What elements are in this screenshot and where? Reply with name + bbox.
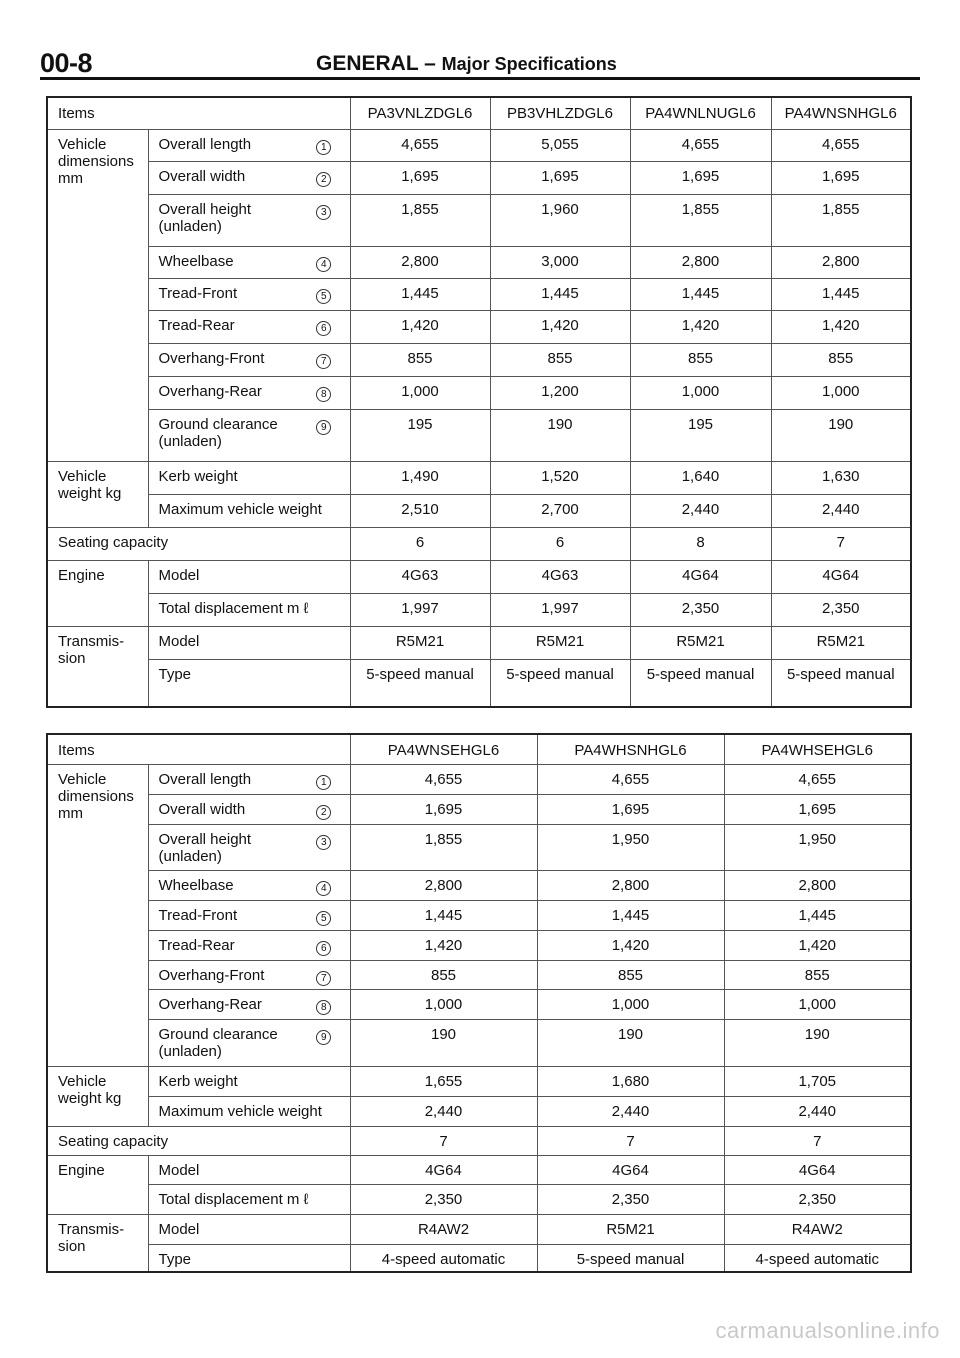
circled-number: 2	[316, 172, 331, 187]
value-cell: 7	[537, 1126, 724, 1155]
value-cell: 4G64	[771, 560, 911, 593]
value-cell: 2,440	[350, 1096, 537, 1126]
table-row	[47, 343, 911, 376]
circled-number: 8	[316, 387, 331, 402]
value-cell: 1,490	[350, 461, 490, 494]
group-vehicle-weight: Vehicle weight kg	[47, 461, 148, 527]
item-label: Ground clearance (unladen)	[148, 1019, 298, 1066]
item-label: Tread-Front	[148, 900, 298, 930]
value-cell: 1,855	[771, 194, 911, 246]
circled-number: 1	[316, 140, 331, 155]
value-cell: 1,695	[490, 161, 630, 194]
spec-table-1	[46, 96, 912, 708]
value-cell: 4,655	[350, 764, 537, 794]
value-cell: 1,997	[490, 593, 630, 626]
circled-number: 7	[316, 971, 331, 986]
column-header: PA4WNLNUGL6	[630, 97, 771, 129]
item-label: Seating capacity	[47, 1126, 350, 1155]
table-row	[47, 310, 911, 343]
table-row	[47, 794, 911, 824]
page-number: 00-8	[40, 48, 93, 78]
value-cell: 1,680	[537, 1066, 724, 1096]
item-label: Type	[148, 1244, 350, 1272]
marker	[298, 129, 350, 161]
circled-number: 3	[316, 205, 331, 220]
marker	[298, 989, 350, 1019]
value-cell: 190	[350, 1019, 537, 1066]
value-cell: 4-speed automatic	[350, 1244, 537, 1272]
value-cell: 4,655	[630, 129, 771, 161]
spec-table-2	[46, 733, 912, 1273]
header-rule	[40, 77, 920, 80]
value-cell: 1,420	[350, 930, 537, 960]
value-cell: 1,997	[350, 593, 490, 626]
table-row	[47, 900, 911, 930]
item-label: Tread-Rear	[148, 930, 298, 960]
value-cell: 1,420	[490, 310, 630, 343]
value-cell: 855	[630, 343, 771, 376]
value-cell: 2,440	[537, 1096, 724, 1126]
table-row	[47, 278, 911, 310]
item-label: Overall length	[148, 129, 298, 161]
value-cell: 190	[537, 1019, 724, 1066]
table-row	[47, 1244, 911, 1272]
marker	[298, 278, 350, 310]
value-cell: 1,420	[771, 310, 911, 343]
value-cell: 2,800	[537, 870, 724, 900]
value-cell: 195	[350, 409, 490, 461]
value-cell: 1,420	[537, 930, 724, 960]
item-label: Maximum vehicle weight	[148, 494, 350, 527]
value-cell: 5-speed manual	[490, 659, 630, 707]
marker	[298, 194, 350, 246]
table-row	[47, 960, 911, 989]
item-label: Tread-Front	[148, 278, 298, 310]
table-row	[47, 376, 911, 409]
value-cell: R5M21	[350, 626, 490, 659]
group-vehicle-weight: Vehicle weight kg	[47, 1066, 148, 1126]
table-row	[47, 1096, 911, 1126]
items-header: Items	[47, 734, 350, 764]
circled-number: 7	[316, 354, 331, 369]
group-vehicle-dimensions: Vehicle dimensions mm	[47, 129, 148, 461]
item-label: Seating capacity	[47, 527, 350, 560]
value-cell: 1,705	[724, 1066, 911, 1096]
table-row	[47, 494, 911, 527]
item-label: Overall width	[148, 161, 298, 194]
table-row	[47, 930, 911, 960]
item-label: Overall height (unladen)	[148, 194, 298, 246]
value-cell: 2,800	[350, 870, 537, 900]
column-header: PA4WNSNHGL6	[771, 97, 911, 129]
value-cell: R5M21	[537, 1214, 724, 1244]
value-cell: 1,950	[724, 824, 911, 870]
item-label: Ground clearance (unladen)	[148, 409, 298, 461]
value-cell: 1,445	[350, 900, 537, 930]
value-cell: 190	[724, 1019, 911, 1066]
value-cell: 1,855	[630, 194, 771, 246]
value-cell: R5M21	[630, 626, 771, 659]
marker	[298, 764, 350, 794]
value-cell: 4G64	[350, 1155, 537, 1184]
value-cell: 1,420	[724, 930, 911, 960]
value-cell: 4,655	[537, 764, 724, 794]
header-row	[47, 734, 911, 764]
value-cell: 4,655	[771, 129, 911, 161]
value-cell: R5M21	[490, 626, 630, 659]
table-row	[47, 1066, 911, 1096]
value-cell: 1,445	[537, 900, 724, 930]
table-row	[47, 870, 911, 900]
value-cell: 1,445	[350, 278, 490, 310]
value-cell: 4G63	[350, 560, 490, 593]
value-cell: 1,695	[350, 794, 537, 824]
circled-number: 3	[316, 835, 331, 850]
item-label: Overhang-Rear	[148, 989, 298, 1019]
table-row	[47, 989, 911, 1019]
value-cell: 190	[490, 409, 630, 461]
table-row	[47, 1155, 911, 1184]
table-row	[47, 764, 911, 794]
value-cell: 1,420	[630, 310, 771, 343]
value-cell: 4,655	[724, 764, 911, 794]
value-cell: 8	[630, 527, 771, 560]
value-cell: 1,200	[490, 376, 630, 409]
value-cell: 5-speed manual	[350, 659, 490, 707]
value-cell: 2,350	[724, 1184, 911, 1214]
table-row	[47, 194, 911, 246]
table-row	[47, 409, 911, 461]
value-cell: 1,000	[724, 989, 911, 1019]
group-transmission: Transmis- sion	[47, 626, 148, 707]
item-label: Overall length	[148, 764, 298, 794]
value-cell: 2,800	[771, 246, 911, 278]
group-engine: Engine	[47, 560, 148, 626]
value-cell: 1,000	[350, 376, 490, 409]
value-cell: 5,055	[490, 129, 630, 161]
circled-number: 1	[316, 775, 331, 790]
value-cell: 4G64	[724, 1155, 911, 1184]
value-cell: 1,000	[350, 989, 537, 1019]
marker	[298, 376, 350, 409]
value-cell: 7	[771, 527, 911, 560]
value-cell: 4-speed automatic	[724, 1244, 911, 1272]
marker	[298, 161, 350, 194]
table-row	[47, 1214, 911, 1244]
circled-number: 8	[316, 1000, 331, 1015]
marker	[298, 824, 350, 870]
value-cell: 1,445	[630, 278, 771, 310]
marker	[298, 960, 350, 989]
circled-number: 5	[316, 911, 331, 926]
circled-number: 4	[316, 257, 331, 272]
item-label: Overhang-Front	[148, 343, 298, 376]
value-cell: 1,420	[350, 310, 490, 343]
table-row	[47, 1184, 911, 1214]
item-label: Maximum vehicle weight	[148, 1096, 350, 1126]
item-label: Wheelbase	[148, 870, 298, 900]
item-label: Tread-Rear	[148, 310, 298, 343]
value-cell: 1,855	[350, 824, 537, 870]
watermark: carmanualsonline.info	[715, 1318, 940, 1343]
item-label: Total displacement m ℓ	[148, 1184, 350, 1214]
circled-number: 6	[316, 321, 331, 336]
marker	[298, 900, 350, 930]
value-cell: 2,440	[724, 1096, 911, 1126]
value-cell: R4AW2	[350, 1214, 537, 1244]
value-cell: 4G64	[537, 1155, 724, 1184]
value-cell: 6	[350, 527, 490, 560]
table-row	[47, 659, 911, 707]
value-cell: 1,855	[350, 194, 490, 246]
column-header: PA3VNLZDGL6	[350, 97, 490, 129]
item-label: Model	[148, 1214, 350, 1244]
marker	[298, 930, 350, 960]
value-cell: 1,950	[537, 824, 724, 870]
value-cell: 6	[490, 527, 630, 560]
value-cell: 855	[350, 960, 537, 989]
marker	[298, 310, 350, 343]
circled-number: 9	[316, 1030, 331, 1045]
column-header: PB3VHLZDGL6	[490, 97, 630, 129]
value-cell: 2,800	[350, 246, 490, 278]
table-row	[47, 1019, 911, 1066]
circled-number: 2	[316, 805, 331, 820]
item-label: Kerb weight	[148, 1066, 350, 1096]
value-cell: 855	[537, 960, 724, 989]
table-row	[47, 824, 911, 870]
table-row	[47, 527, 911, 560]
column-header: PA4WHSEHGL6	[724, 734, 911, 764]
value-cell: 4,655	[350, 129, 490, 161]
item-label: Kerb weight	[148, 461, 350, 494]
group-transmission: Transmis- sion	[47, 1214, 148, 1272]
value-cell: 1,640	[630, 461, 771, 494]
value-cell: 1,695	[630, 161, 771, 194]
table-row	[47, 1126, 911, 1155]
value-cell: 5-speed manual	[771, 659, 911, 707]
value-cell: 1,695	[537, 794, 724, 824]
header-row	[47, 97, 911, 129]
circled-number: 4	[316, 881, 331, 896]
marker	[298, 794, 350, 824]
item-label: Model	[148, 1155, 350, 1184]
table-row	[47, 461, 911, 494]
value-cell: 1,695	[350, 161, 490, 194]
marker	[298, 343, 350, 376]
circled-number: 9	[316, 420, 331, 435]
table-row	[47, 129, 911, 161]
value-cell: 7	[724, 1126, 911, 1155]
value-cell: 4G64	[630, 560, 771, 593]
value-cell: 7	[350, 1126, 537, 1155]
page-header	[40, 44, 920, 80]
group-vehicle-dimensions: Vehicle dimensions mm	[47, 764, 148, 1066]
value-cell: R5M21	[771, 626, 911, 659]
value-cell: 2,350	[350, 1184, 537, 1214]
item-label: Model	[148, 626, 350, 659]
value-cell: 855	[490, 343, 630, 376]
value-cell: 1,445	[724, 900, 911, 930]
item-label: Total displacement m ℓ	[148, 593, 350, 626]
value-cell: 1,655	[350, 1066, 537, 1096]
page-title	[316, 52, 617, 76]
marker	[298, 1019, 350, 1066]
value-cell: 1,000	[537, 989, 724, 1019]
item-label: Model	[148, 560, 350, 593]
value-cell: 2,700	[490, 494, 630, 527]
value-cell: 1,960	[490, 194, 630, 246]
circled-number: 5	[316, 289, 331, 304]
page-title-main: GENERAL –	[316, 52, 436, 75]
item-label: Overall width	[148, 794, 298, 824]
value-cell: 2,800	[724, 870, 911, 900]
item-label: Type	[148, 659, 350, 707]
value-cell: 2,350	[630, 593, 771, 626]
circled-number: 6	[316, 941, 331, 956]
value-cell: 1,695	[724, 794, 911, 824]
value-cell: 195	[630, 409, 771, 461]
value-cell: 2,510	[350, 494, 490, 527]
page-title-sub: Major Specifications	[441, 54, 617, 74]
value-cell: 190	[771, 409, 911, 461]
value-cell: 1,000	[630, 376, 771, 409]
items-header: Items	[47, 97, 350, 129]
group-engine: Engine	[47, 1155, 148, 1214]
table-row	[47, 626, 911, 659]
marker	[298, 246, 350, 278]
value-cell: 855	[771, 343, 911, 376]
item-label: Overhang-Rear	[148, 376, 298, 409]
table-row	[47, 593, 911, 626]
value-cell: 1,000	[771, 376, 911, 409]
value-cell: 2,440	[630, 494, 771, 527]
column-header: PA4WHSNHGL6	[537, 734, 724, 764]
value-cell: 2,800	[630, 246, 771, 278]
value-cell: 4G63	[490, 560, 630, 593]
marker	[298, 409, 350, 461]
value-cell: 855	[350, 343, 490, 376]
value-cell: 2,440	[771, 494, 911, 527]
item-label: Overhang-Front	[148, 960, 298, 989]
table-row	[47, 560, 911, 593]
item-label: Overall height (unladen)	[148, 824, 298, 870]
value-cell: 2,350	[537, 1184, 724, 1214]
marker	[298, 870, 350, 900]
value-cell: 3,000	[490, 246, 630, 278]
table-row	[47, 161, 911, 194]
item-label: Wheelbase	[148, 246, 298, 278]
value-cell: 1,695	[771, 161, 911, 194]
value-cell: 855	[724, 960, 911, 989]
value-cell: 1,445	[771, 278, 911, 310]
value-cell: R4AW2	[724, 1214, 911, 1244]
value-cell: 5-speed manual	[537, 1244, 724, 1272]
table-row	[47, 246, 911, 278]
value-cell: 2,350	[771, 593, 911, 626]
value-cell: 5-speed manual	[630, 659, 771, 707]
value-cell: 1,445	[490, 278, 630, 310]
column-header: PA4WNSEHGL6	[350, 734, 537, 764]
value-cell: 1,520	[490, 461, 630, 494]
value-cell: 1,630	[771, 461, 911, 494]
